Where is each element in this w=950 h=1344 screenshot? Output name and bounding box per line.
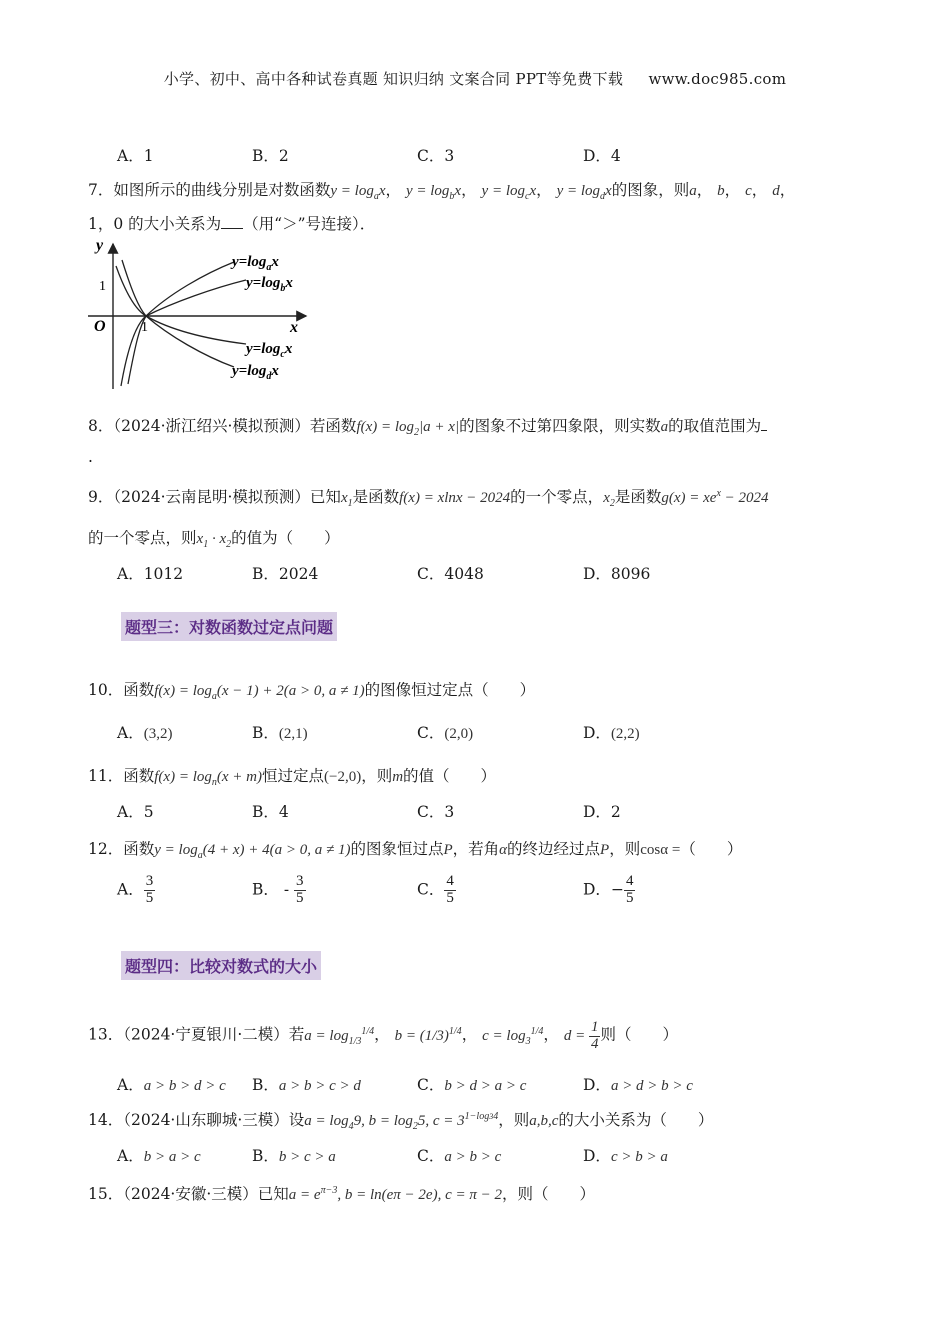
q7-func-d: $y = \log_dx$	[556, 183, 612, 202]
question-15: 15．（2024·安徽·三模）已知$a = e^{\pi-3}$, b = ln(eπ − 2e), c = π − 2，则（ ）	[88, 1185, 596, 1203]
q10-formula: $f(x) = \log_a(x - 1) + 2(a > 0$, a ≠ 1)	[154, 683, 365, 702]
q7-answer-blank[interactable]	[221, 216, 243, 229]
x-axis-label: x	[290, 319, 298, 336]
y-one-label: 1	[99, 279, 106, 294]
header-url[interactable]: www.doc985.com	[648, 70, 787, 88]
q13-d: d = $\frac{1}{4}$	[563, 1019, 599, 1052]
q15-formula: $a = e^{\pi-3}$, b = ln(eπ − 2e), c = π − 2	[288, 1185, 502, 1203]
q13-option-b[interactable]: B．a > b > c > d	[252, 1076, 361, 1094]
q12-formula: $y = \log_a(4 + x) + 4(a > 0$, a ≠ 1)	[154, 842, 351, 861]
q9-option-d[interactable]: D．8096	[583, 565, 651, 583]
q10-option-c[interactable]: C．(2,0)	[417, 724, 474, 742]
q11-option-b[interactable]: B．4	[252, 803, 289, 821]
question-7-line1: 7．如图所示的曲线分别是对数函数$y = \log_ax$， $y = \log_bx$， $y = \log_cx$， $y = \log_dx$的图象，则a， b， c， d，	[88, 181, 796, 202]
q7-func-c: $y = \log_cx$	[481, 183, 537, 202]
question-14: 14．（2024·山东聊城·三模）设$a = \log_49$, $b = \log_25$, $c = 3^{1-log34}$，则a,b,c的大小关系为（ ）	[88, 1111, 714, 1132]
q11-option-c[interactable]: C．3	[417, 803, 455, 821]
question-13: 13．（2024·宁夏银川·二模）若$a = \log_{1/3}^{1/4}$， $b = (1/3)^{1/4}$， $c = \log_3^{1/4}$， d = $\frac{1}{4}$ 则（ ）	[88, 1019, 678, 1052]
q7-log-graph	[84, 236, 324, 392]
y-axis-label: y	[96, 237, 104, 254]
q13-c: $c = \log_3^{1/4}$	[482, 1025, 544, 1047]
question-7-line2: 1，0 的大小关系为 （用“＞”号连接）．	[88, 215, 376, 233]
q9-option-b[interactable]: B．2024	[252, 565, 319, 583]
section-4-title: 题型四：比较对数式的大小	[121, 951, 321, 980]
q13-option-a[interactable]: A．a > b > d > c	[117, 1076, 226, 1094]
q10-option-b[interactable]: B．(2,1)	[252, 724, 308, 742]
q13-a: $a = \log_{1/3}^{1/4}$	[304, 1025, 375, 1047]
q9-option-a[interactable]: A．1012	[117, 565, 184, 583]
q7-number: 7．	[88, 181, 114, 199]
label-log-c: $y=\log_cx$	[246, 341, 293, 360]
q9-g: $g(x) = xe^x - 2024$	[661, 488, 769, 506]
q9-option-c[interactable]: C．4048	[417, 565, 484, 583]
q10-option-d[interactable]: D．(2,2)	[583, 724, 640, 742]
q13-b: $b = (1/3)^{1/4}$	[394, 1025, 462, 1044]
q13-option-d[interactable]: D．a > d > b > c	[583, 1076, 693, 1094]
q13-option-c[interactable]: C．b > d > a > c	[417, 1076, 527, 1094]
q11-option-a[interactable]: A．5	[117, 803, 154, 821]
question-11: 11．函数$f(x) = \log_n(x + m)$恒过定点(−2,0)，则m的值（ ）	[88, 767, 497, 788]
header-text: 小学、初中、高中各种试卷真题 知识归纳 文案合同 PPT等免费下载	[163, 70, 624, 88]
section-3-title: 题型三：对数函数过定点问题	[121, 612, 337, 641]
question-12: 12．函数$y = \log_a(4 + x) + 4(a > 0$, a ≠ 1)的图象恒过点P，若角α的终边经过点P，则cosα =（ ）	[88, 840, 743, 861]
q7-text: 如图所示的曲线分别是对数函数	[113, 181, 331, 199]
curve-log-a	[121, 262, 234, 386]
question-10: 10．函数$f(x) = \log_a(x - 1) + 2(a > 0$, a ≠ 1)的图像恒过定点（ ）	[88, 681, 536, 702]
q14-option-c[interactable]: C．a > b > c	[417, 1147, 502, 1165]
origin-label: O	[94, 318, 106, 335]
q9-f: f(x) = xlnx − 2024	[399, 490, 511, 506]
q7-func-a: $y = \log_ax$	[330, 183, 386, 202]
q11-formula: $f(x) = \log_n(x + m)$	[154, 769, 262, 788]
label-log-d: $y=\log_dx$	[232, 363, 279, 382]
x-one-label: 1	[141, 320, 148, 335]
label-log-a: $y=\log_ax$	[232, 254, 279, 273]
question-9-line1: 9．（2024·云南昆明·模拟预测）已知$x_1$是函数f(x) = xlnx − 2024的一个零点，$x_2$是函数$g(x) = xe^x - 2024$	[88, 488, 769, 509]
q14-formula: $a = \log_49$, $b = \log_25$, $c = 3^{1-log34}$	[304, 1111, 499, 1132]
question-9-line2: 的一个零点，则$x_1 \cdot x_2$的值为（ ）	[88, 529, 340, 550]
q6-option-d[interactable]: D．4	[583, 147, 621, 165]
q8-end: .	[88, 448, 93, 466]
q12-option-c[interactable]: C． $\frac{4}{5}$	[417, 873, 454, 906]
q14-option-d[interactable]: D．c > b > a	[583, 1147, 668, 1165]
q6-option-c[interactable]: C．3	[417, 147, 455, 165]
page-header	[0, 68, 950, 89]
q7-func-b: $y = \log_bx$	[405, 183, 462, 202]
q12-option-b[interactable]: B． - $\frac{3}{5}$	[252, 873, 304, 906]
q8-answer-blank[interactable]	[761, 418, 767, 431]
q11-option-d[interactable]: D．2	[583, 803, 621, 821]
q10-option-a[interactable]: A．(3,2)	[117, 724, 173, 742]
q6-option-a[interactable]: A．1	[117, 147, 154, 165]
q12-option-a[interactable]: A． $\frac{3}{5}$	[117, 873, 154, 906]
label-log-b: $y=\log_bx$	[246, 275, 293, 294]
q6-option-b[interactable]: B．2	[252, 147, 289, 165]
q14-option-b[interactable]: B．b > c > a	[252, 1147, 336, 1165]
q8-formula: $f(x) = \log_2|a + x|$	[356, 419, 460, 438]
q14-option-a[interactable]: A．b > a > c	[117, 1147, 201, 1165]
q12-option-d[interactable]: D．− $\frac{4}{5}$	[583, 873, 634, 906]
question-8: 8．（2024·浙江绍兴·模拟预测）若函数$f(x) = \log_2|a + x|$的图象不过第四象限，则实数a的取值范围为	[88, 414, 767, 438]
